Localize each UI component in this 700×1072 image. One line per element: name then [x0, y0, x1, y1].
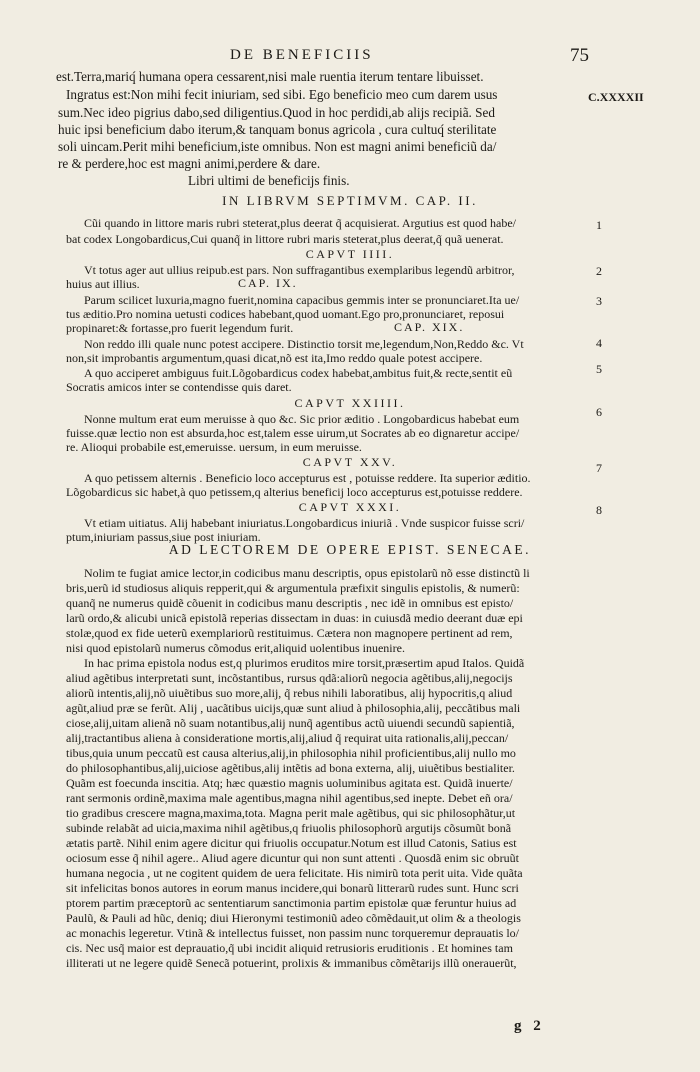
letter-line: agũt,aliud præ se ferũt. Alij , uacãtibus uicijs,quæ sunt aliud à philosophia,alij, peccãtibus mali	[66, 701, 521, 715]
letter-line: quanq̃ ne numerus quidẽ cõuenit in codicibus manu descriptis , nec idẽ in omnibus est episto/	[66, 596, 514, 610]
note-line: non,sit improbantis argumentum,quasi dicat,nõ est ita,Imo reddo quale potest accipere.	[66, 351, 483, 365]
margin-number: 1	[596, 218, 602, 232]
margin-number: 5	[596, 362, 602, 376]
page-number: 75	[570, 45, 589, 66]
text-line: soli uincam.Perit mihi beneficium,iste omnibus. Non est magni animi beneficiũ da/	[58, 139, 497, 154]
section-heading: AD LECTOREM DE OPERE EPIST. SENECAE.	[168, 542, 532, 557]
text-line: sum.Nec ideo pigrius dabo,sed diligentius.Quod in hoc perdidi,ab alijs recipiã. Sed	[58, 105, 495, 120]
chapter-heading: CAPVT IIII.	[305, 247, 395, 261]
letter-line: tibus,quia unum peccatũ est causa alterius,alij,in philosophia nihil proficientibus,alij nullo mo	[66, 746, 516, 760]
letter-line: illiterati ut ne legere quidẽ Senecã potuerint, prolixis & immanibus cõmẽtarijs illũ onerauerũt,	[66, 956, 517, 970]
running-title: DE BENEFICIIS	[230, 47, 374, 63]
note-line: Nonne multum erat eum meruisse à quo &c. Sic prior æditio . Longobardicus habebat eum	[84, 412, 520, 426]
note-line: Socratis amicos inter se contendisse quis daret.	[66, 380, 292, 394]
margin-number: 2	[596, 264, 602, 278]
letter-line: larũ ordo,& alicubi unicã epistolã reperias dissectam in duas: in cuiusdã medio deerant duæ epi	[66, 611, 523, 625]
note-line: fuisse.quæ lectio non est absurda,hoc est,talem esse uirum,ut Socrates ab eo dignaretur accipe/	[66, 426, 520, 440]
letter-line: rant sermonis ordinẽ,maxima male agentibus,magna nihil agentibus,sed inepte. Debet eñ ora/	[66, 791, 513, 805]
letter-line: bris,uerũ id studiosus aliquis repperit,qui & argumentula præfixit singulis epistolis, & numerũ:	[66, 581, 520, 595]
margin-number: 6	[596, 405, 602, 419]
chapter-heading: CAPVT XXXI.	[298, 500, 402, 514]
margin-number: 8	[596, 503, 602, 517]
letter-line: ætatis partẽ. Nihil enim agere dicitur qui friuolis occupatur.Notum est illud Catonis, Satius est	[66, 836, 517, 850]
margin-number: 7	[596, 461, 602, 475]
letter-line: ociosum esse q̃ nihil agere.. Aliud agere dicuntur qui non sunt attenti . Quosdã enim sic obruũt	[66, 851, 519, 865]
letter-line: do philosophantibus,alij,uiciose agẽtibus,alij intẽtis ad bona externa, alij, uiuẽtibus bestialiter.	[66, 761, 515, 775]
note-line: Vt etiam uitiatus. Alij habebant iniuriatus.Longobardicus iniuriã . Vnde suspicor fuisse scri/	[84, 516, 525, 530]
letter-line: Paulũ, & Pauli ad hũc, deniq; diui Hieronymi testimoniũ adeo cõmẽdauit,ut olim & a theologis	[66, 911, 521, 925]
note-line: Lõgobardicus sic habet,à quo petissem,q alterius beneficij loco accepturus est,potuisse reddere.	[66, 485, 523, 499]
note-line: A quo acciperet ambiguus fuit.Lõgobardicus codex habebat,ambitus fuit,& recte,sentit eũ	[84, 366, 513, 380]
letter-line: In hac prima epistola nodus est,q plurimos eruditos mire torsit,præsertim apud Italos. Quidã	[84, 656, 525, 670]
letter-line: tio gradibus crescere magna,maxima,tota. Magna perit male agẽtibus, qui sic philosophãtur,ut	[66, 806, 516, 820]
margin-chapter-ref: C.XXXXII	[588, 90, 644, 104]
chapter-heading: CAP. IX.	[238, 276, 298, 290]
note-line: Non reddo illi quale nunc potest accipere. Distinctio torsit me,legendum,Non,Reddo &c. Vt	[84, 337, 524, 351]
letter-line: humana negocia , ut ne cogitent quidem de uera felicitate. His nimirũ tota perit uita. Vide quãta	[66, 866, 523, 880]
text-line: re & perdere,hoc est magni animi,perdere & dare.	[58, 156, 321, 171]
book-end-colophon: Libri ultimi de beneficijs finis.	[188, 173, 350, 188]
letter-line: Quãm est foecunda inscitia. Atq; hæc quæstio magnis uoluminibus agitata est. Quidã inuerte/	[66, 776, 513, 790]
text-line: huic ipsi beneficium dabo iterum,& tanquam bonus agricola , cura cultuq́ sterilitate	[58, 122, 497, 137]
letter-line: sit infelicitas bonos autores in eorum manus incidere,qui bonarũ litterarũ rudes sunt. Hunc scri	[66, 881, 519, 895]
note-line: re. Alioqui probabile est,emeruisse. uersum, in eum meruisse.	[66, 440, 362, 454]
letter-line: aliorũ intentis,alij,nõ uiuẽtibus suo more,alij, q̃ rebus nihili laboratibus, alij hypocritis,q aliud	[66, 686, 513, 700]
text-line: est.Terra,mariq́ humana opera cessarent,nisi male ruentia iterum tentare libuisset.	[56, 69, 484, 84]
letter-line: alij,tractantibus aliena à consideratione mortis,alij,aliud q̃ requirat uita rationalis,alij,peccan/	[66, 731, 509, 745]
margin-number: 3	[596, 294, 602, 308]
letter-line: aliud agẽtibus interpretati sunt, incõstantibus, rursus qdã:aliorũ negocia agẽtibus,alij,negocijs	[66, 671, 513, 685]
letter-line: stolæ,quod ex fide ueterũ exemplariorũ restituimus. Cætera non magnopere pertinent ad rem,	[66, 626, 513, 640]
note-line: huius aut illius.	[66, 277, 140, 291]
note-line: ptum,iniuriam passus,siue post iniuriam.	[66, 530, 261, 544]
letter-line: subinde relabãt ad uicia,maxima nihil agẽtibus,q friuolis philosophorũ argutijs cõsumũt bonã	[66, 821, 512, 835]
note-line: Parum scilicet luxuria,magno fuerit,nomina capacibus gemmis inter se pronunciaret.Ita ue/	[84, 293, 520, 307]
letter-line: Nolim te fugiat amice lector,in codicibus manu descriptis, opus epistolarũ nõ esse distinctũ li	[84, 566, 530, 580]
letter-line: cis. Nec usq̃ maior est deprauatio,q̃ ubi incidit aliquid retrusioris eruditionis . Et homines tam	[66, 941, 513, 955]
note-line: A quo petissem alternis . Beneficio loco accepturus est , potuisse reddere. Ita superior æditio.	[84, 471, 531, 485]
chapter-heading: CAPVT XXV.	[302, 455, 398, 469]
letter-line: nisi quod epistolarũ numerus cõmodus erit,aliquid uolentibus inuenire.	[66, 641, 405, 655]
letter-line: ptorem partim præceptorũ ac sententiarum sanctimonia partim epistolæ quæ feruntur huius ad	[66, 896, 517, 910]
note-line: bat codex Longobardicus,Cui quanq̃ in littore rubri maris steterat,plus deerat,q̃ quã uenerat.	[66, 232, 504, 246]
chapter-heading: CAPVT XXIIII.	[294, 396, 406, 410]
chapter-heading: CAP. XIX.	[394, 320, 465, 334]
section-heading: IN LIBRVM SEPTIMVM. CAP. II.	[222, 193, 478, 208]
signature-mark: g 2	[514, 1018, 545, 1034]
note-line: tus æditio.Pro nomina uetusti codices habebant,quod uomant.Ego pro,pronunciaret, reposui	[66, 307, 505, 321]
margin-number: 4	[596, 336, 602, 350]
note-line: Cũi quando in littore maris rubri steterat,plus deerat q̃ acquisierat. Argutius est quod habe/	[84, 216, 517, 230]
note-line: propinaret:& fortasse,pro fuerit legendum furit.	[66, 321, 294, 335]
note-line: Vt totus ager aut ullius reipub.est pars. Non suffragantibus exemplaribus legendũ arbitror,	[84, 263, 515, 277]
letter-line: ciose,alij,uitam alienã nõ suam notantibus,alij nunq̃ agentibus actũ uiuendi secundũ sapientiã,	[66, 716, 515, 730]
text-line: Ingratus est:Non mihi fecit iniuriam, sed sibi. Ego beneficio meo cum darem usus	[66, 87, 498, 102]
letter-line: ac monachis legeretur. Vtinã & intellectus fuisset, non passim nunc torqueremur deprauatis lo/	[66, 926, 519, 940]
